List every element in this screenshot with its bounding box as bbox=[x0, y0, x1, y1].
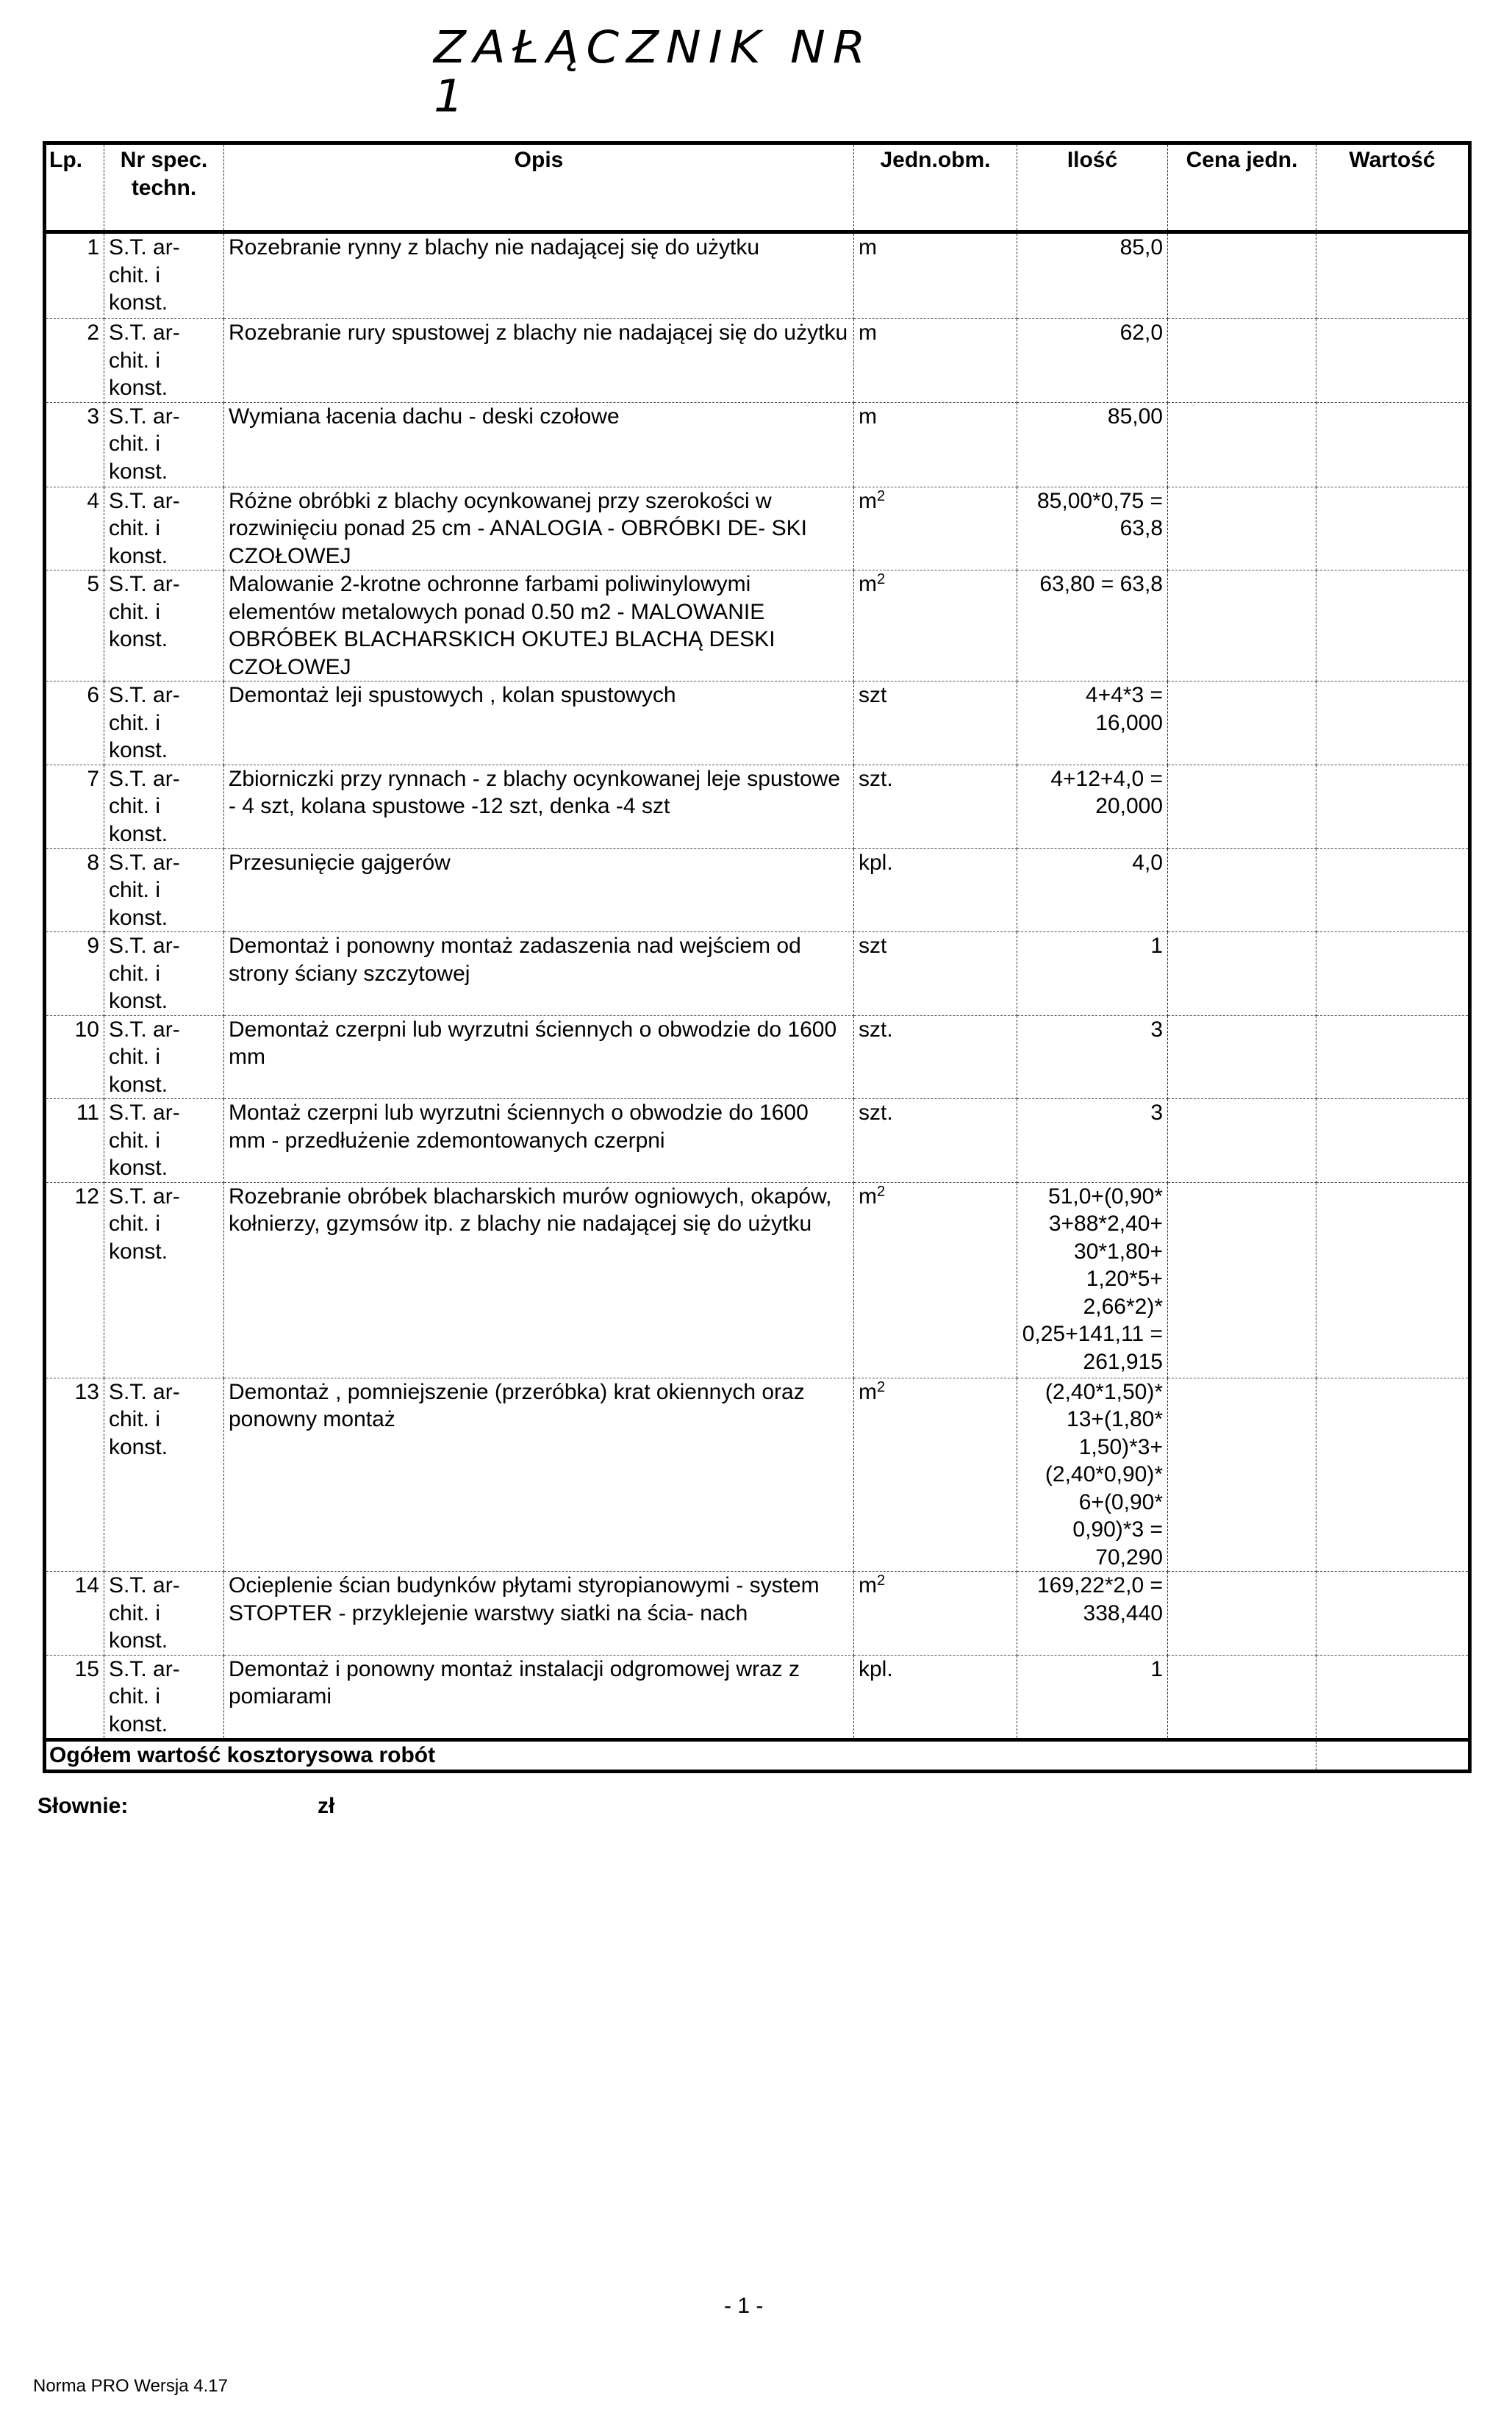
row-quantity: 4+12+4,0 = 20,000 bbox=[1017, 765, 1168, 848]
unit-text: szt. bbox=[859, 766, 893, 791]
row-unit-price bbox=[1168, 1378, 1316, 1572]
row-unit-price bbox=[1168, 1182, 1316, 1378]
row-unit-price bbox=[1168, 1099, 1316, 1183]
total-value bbox=[1316, 1740, 1470, 1772]
row-value bbox=[1316, 1378, 1470, 1572]
row-spec-number: S.T. ar- chit. i konst. bbox=[104, 1182, 224, 1378]
row-unit bbox=[854, 570, 1017, 681]
row-value bbox=[1316, 570, 1470, 681]
row-description: Demontaż , pomniejszenie (przeróbka) krat okiennych oraz ponowny montaż bbox=[224, 1378, 854, 1572]
row-unit-price bbox=[1168, 765, 1316, 848]
row-spec-number: S.T. ar- chit. i konst. bbox=[104, 1099, 224, 1183]
row-description: Ocieplenie ścian budynków płytami styropianowymi - system STOPTER - przyklejenie warstwy siatki na ścia- nach bbox=[224, 1572, 854, 1656]
table-row bbox=[45, 681, 1470, 765]
row-value bbox=[1316, 402, 1470, 487]
row-unit-price bbox=[1168, 681, 1316, 765]
table-row bbox=[45, 1655, 1470, 1740]
row-description: Zbiorniczki przy rynnach - z blachy ocynkowanej leje spustowe - 4 szt, kolana spustowe -12 szt, denka -4 szt bbox=[224, 765, 854, 848]
row-spec-number: S.T. ar- chit. i konst. bbox=[104, 232, 224, 319]
row-lp: 2 bbox=[45, 319, 104, 403]
total-row bbox=[45, 1740, 1470, 1772]
header-unit-price: Cena jedn. bbox=[1168, 143, 1316, 232]
table-row bbox=[45, 1099, 1470, 1183]
row-description: Demontaż leji spustowych , kolan spustowych bbox=[224, 681, 854, 765]
unit-text: szt. bbox=[859, 1017, 893, 1042]
row-unit-price bbox=[1168, 1655, 1316, 1740]
row-unit-price bbox=[1168, 1572, 1316, 1656]
row-unit bbox=[854, 1655, 1017, 1740]
table-row bbox=[45, 570, 1470, 681]
total-label: Ogółem wartość kosztorysowa robót bbox=[45, 1740, 1316, 1772]
row-unit-price bbox=[1168, 319, 1316, 403]
table-row bbox=[45, 319, 1470, 403]
row-description: Demontaż i ponowny montaż instalacji odgromowej wraz z pomiarami bbox=[224, 1655, 854, 1740]
row-lp: 6 bbox=[45, 681, 104, 765]
header-description: Opis bbox=[224, 143, 854, 232]
header-lp: Lp. bbox=[45, 143, 104, 232]
row-spec-number: S.T. ar- chit. i konst. bbox=[104, 1015, 224, 1099]
row-description: Demontaż i ponowny montaż zadaszenia nad wejściem od strony ściany szczytowej bbox=[224, 932, 854, 1016]
row-value bbox=[1316, 1182, 1470, 1378]
row-value bbox=[1316, 1655, 1470, 1740]
row-unit-price bbox=[1168, 570, 1316, 681]
row-spec-number: S.T. ar- chit. i konst. bbox=[104, 1572, 224, 1656]
row-description: Różne obróbki z blachy ocynkowanej przy szerokości w rozwinięciu ponad 25 cm - ANALOGIA - OBRÓBKI DE- SKI CZOŁOWEJ bbox=[224, 487, 854, 570]
unit-text: szt bbox=[859, 683, 887, 707]
row-quantity: 62,0 bbox=[1017, 319, 1168, 403]
table-row bbox=[45, 848, 1470, 932]
row-quantity: (2,40*1,50)* 13+(1,80* 1,50)*3+ (2,40*0,90)* 6+(0,90* 0,90)*3 = 70,290 bbox=[1017, 1378, 1168, 1572]
software-version: Norma PRO Wersja 4.17 bbox=[33, 2376, 228, 2396]
row-description: Wymiana łacenia dachu - deski czołowe bbox=[224, 402, 854, 487]
row-description: Demontaż czerpni lub wyrzutni ściennych o obwodzie do 1600 mm bbox=[224, 1015, 854, 1099]
row-spec-number: S.T. ar- chit. i konst. bbox=[104, 402, 224, 487]
row-unit-price bbox=[1168, 932, 1316, 1016]
row-quantity: 3 bbox=[1017, 1099, 1168, 1183]
unit-text: m bbox=[859, 572, 877, 596]
row-unit bbox=[854, 932, 1017, 1016]
row-value bbox=[1316, 932, 1470, 1016]
unit-exponent: 2 bbox=[877, 1183, 886, 1200]
row-unit bbox=[854, 1015, 1017, 1099]
table-header-row bbox=[45, 143, 1470, 232]
unit-text: m bbox=[859, 1379, 877, 1404]
row-value bbox=[1316, 765, 1470, 848]
row-quantity: 1 bbox=[1017, 932, 1168, 1016]
table-row bbox=[45, 402, 1470, 487]
table-row bbox=[45, 765, 1470, 848]
row-unit bbox=[854, 487, 1017, 570]
row-quantity: 3 bbox=[1017, 1015, 1168, 1099]
row-lp: 14 bbox=[45, 1572, 104, 1656]
row-description: Przesunięcie gajgerów bbox=[224, 848, 854, 932]
header-unit: Jedn.obm. bbox=[854, 143, 1017, 232]
in-words-label: Słownie: bbox=[37, 1794, 129, 1818]
row-description: Malowanie 2-krotne ochronne farbami poliwinylowymi elementów metalowych ponad 0.50 m2 - MALOWANIE OBRÓBEK BLACHARSKICH OKUTEJ BLACHĄ DESKI CZOŁOWEJ bbox=[224, 570, 854, 681]
row-unit-price bbox=[1168, 232, 1316, 319]
unit-exponent: 2 bbox=[877, 1378, 886, 1395]
unit-text: m bbox=[859, 488, 877, 513]
row-spec-number: S.T. ar- chit. i konst. bbox=[104, 570, 224, 681]
row-unit bbox=[854, 319, 1017, 403]
row-unit bbox=[854, 848, 1017, 932]
table-row bbox=[45, 487, 1470, 570]
row-spec-number: S.T. ar- chit. i konst. bbox=[104, 932, 224, 1016]
unit-text: m bbox=[859, 1573, 877, 1598]
row-unit bbox=[854, 1572, 1017, 1656]
row-spec-number: S.T. ar- chit. i konst. bbox=[104, 1655, 224, 1740]
row-quantity: 169,22*2,0 = 338,440 bbox=[1017, 1572, 1168, 1656]
row-description: Rozebranie rury spustowej z blachy nie nadającej się do użytku bbox=[224, 319, 854, 403]
row-unit bbox=[854, 765, 1017, 848]
unit-text: m bbox=[859, 404, 877, 429]
row-lp: 3 bbox=[45, 402, 104, 487]
header-spec-number: Nr spec. techn. bbox=[104, 143, 224, 232]
header-value: Wartość bbox=[1316, 143, 1470, 232]
row-unit bbox=[854, 1182, 1017, 1378]
row-quantity: 85,0 bbox=[1017, 232, 1168, 319]
row-quantity: 4,0 bbox=[1017, 848, 1168, 932]
row-description: Rozebranie obróbek blacharskich murów ogniowych, okapów, kołnierzy, gzymsów itp. z blachy nie nadającej się do użytku bbox=[224, 1182, 854, 1378]
row-unit-price bbox=[1168, 848, 1316, 932]
row-unit-price bbox=[1168, 402, 1316, 487]
row-quantity: 63,80 = 63,8 bbox=[1017, 570, 1168, 681]
unit-exponent: 2 bbox=[877, 571, 886, 587]
table-row bbox=[45, 1015, 1470, 1099]
row-lp: 15 bbox=[45, 1655, 104, 1740]
unit-text: m bbox=[859, 321, 877, 345]
row-lp: 5 bbox=[45, 570, 104, 681]
header-quantity: Ilość bbox=[1017, 143, 1168, 232]
row-value bbox=[1316, 848, 1470, 932]
table-row bbox=[45, 1378, 1470, 1572]
row-spec-number: S.T. ar- chit. i konst. bbox=[104, 765, 224, 848]
row-value bbox=[1316, 1015, 1470, 1099]
row-spec-number: S.T. ar- chit. i konst. bbox=[104, 319, 224, 403]
table-row bbox=[45, 932, 1470, 1016]
table-row bbox=[45, 1182, 1470, 1378]
row-value bbox=[1316, 1572, 1470, 1656]
row-quantity: 85,00 bbox=[1017, 402, 1168, 487]
row-spec-number: S.T. ar- chit. i konst. bbox=[104, 681, 224, 765]
unit-text: szt. bbox=[859, 1101, 893, 1125]
unit-exponent: 2 bbox=[877, 1573, 886, 1589]
row-lp: 8 bbox=[45, 848, 104, 932]
row-spec-number: S.T. ar- chit. i konst. bbox=[104, 848, 224, 932]
row-description: Rozebranie rynny z blachy nie nadającej się do użytku bbox=[224, 232, 854, 319]
row-value bbox=[1316, 681, 1470, 765]
row-lp: 13 bbox=[45, 1378, 104, 1572]
row-unit bbox=[854, 681, 1017, 765]
page-number: - 1 - bbox=[724, 2294, 764, 2318]
table-row bbox=[45, 232, 1470, 319]
row-quantity: 1 bbox=[1017, 1655, 1168, 1740]
row-lp: 11 bbox=[45, 1099, 104, 1183]
row-spec-number: S.T. ar- chit. i konst. bbox=[104, 487, 224, 570]
row-quantity: 51,0+(0,90* 3+88*2,40+ 30*1,80+ 1,20*5+ 2,66*2)* 0,25+141,11 = 261,915 bbox=[1017, 1182, 1168, 1378]
row-value bbox=[1316, 319, 1470, 403]
row-quantity: 4+4*3 = 16,000 bbox=[1017, 681, 1168, 765]
row-value bbox=[1316, 232, 1470, 319]
row-unit bbox=[854, 1378, 1017, 1572]
row-unit-price bbox=[1168, 487, 1316, 570]
unit-text: kpl. bbox=[859, 850, 893, 875]
row-unit bbox=[854, 1099, 1017, 1183]
row-lp: 10 bbox=[45, 1015, 104, 1099]
row-lp: 1 bbox=[45, 232, 104, 319]
table-body bbox=[45, 232, 1470, 1740]
row-description: Montaż czerpni lub wyrzutni ściennych o obwodzie do 1600 mm - przedłużenie zdemontowanych czerpni bbox=[224, 1099, 854, 1183]
row-lp: 7 bbox=[45, 765, 104, 848]
row-spec-number: S.T. ar- chit. i konst. bbox=[104, 1378, 224, 1572]
unit-text: szt bbox=[859, 934, 887, 958]
table-row bbox=[45, 1572, 1470, 1656]
row-value bbox=[1316, 487, 1470, 570]
unit-exponent: 2 bbox=[877, 487, 886, 504]
row-lp: 9 bbox=[45, 932, 104, 1016]
currency-label: zł bbox=[318, 1794, 335, 1818]
document-title: ZAŁĄCZNIK NR 1 bbox=[434, 21, 873, 123]
row-lp: 4 bbox=[45, 487, 104, 570]
unit-text: m bbox=[859, 235, 877, 260]
row-value bbox=[1316, 1099, 1470, 1183]
row-unit bbox=[854, 402, 1017, 487]
row-quantity: 85,00*0,75 = 63,8 bbox=[1017, 487, 1168, 570]
row-unit-price bbox=[1168, 1015, 1316, 1099]
unit-text: m bbox=[859, 1184, 877, 1209]
row-unit bbox=[854, 232, 1017, 319]
row-lp: 12 bbox=[45, 1182, 104, 1378]
unit-text: kpl. bbox=[859, 1656, 893, 1681]
cost-estimate-table bbox=[43, 141, 1472, 1773]
